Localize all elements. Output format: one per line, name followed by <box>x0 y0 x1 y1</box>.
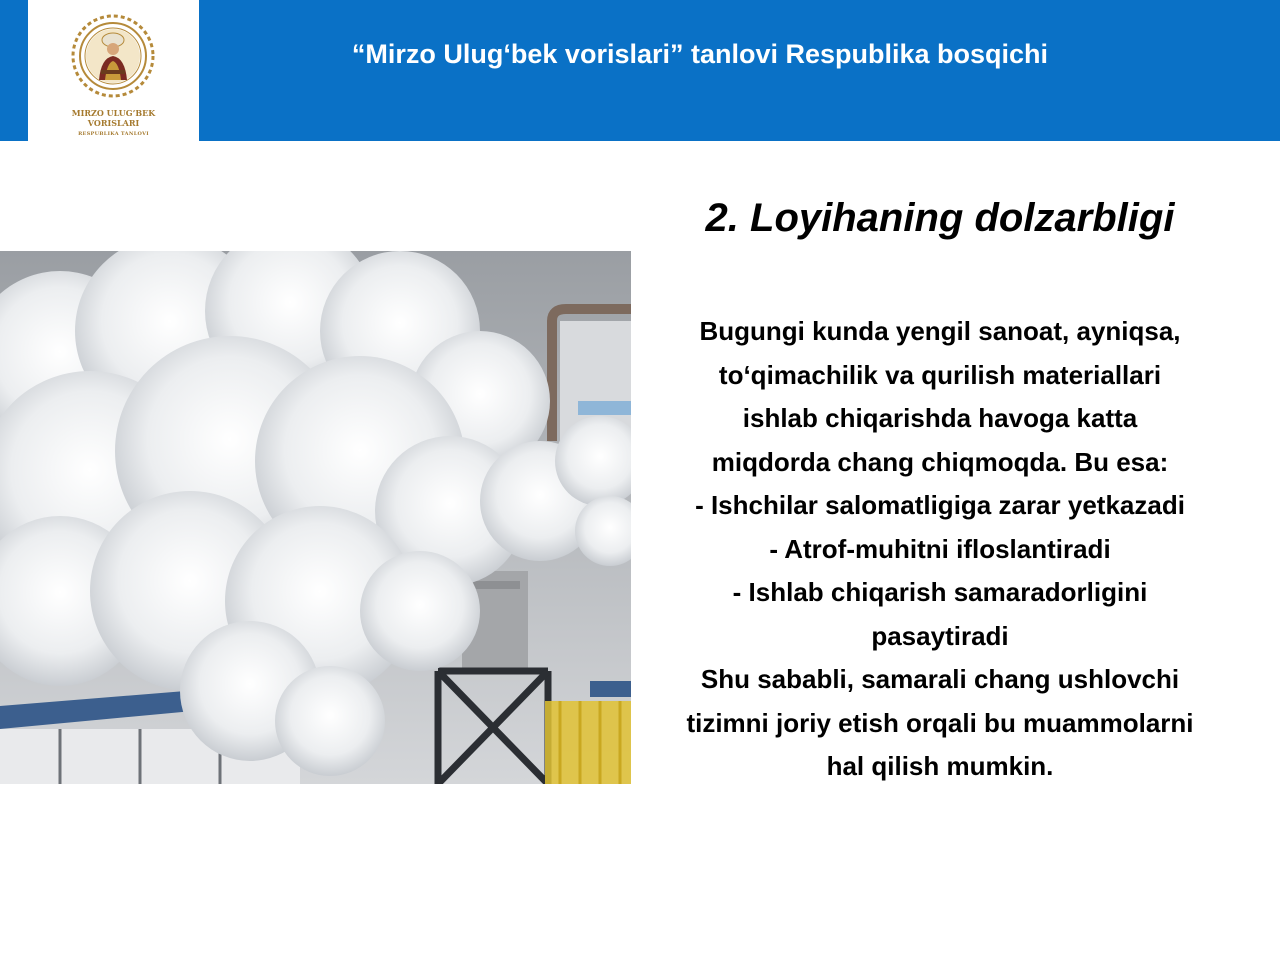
body-line: to‘qimachilik va qurilish materiallari <box>718 359 1162 390</box>
factory-smoke-photo <box>0 251 631 784</box>
body-line: ishlab chiqarishda havoga katta <box>742 403 1138 433</box>
section-title: 2. Loyihaning dolzarbligi <box>705 196 1175 240</box>
body-line: tizimni joriy etish orqali bu muammolarni <box>686 707 1194 738</box>
logo <box>28 0 199 141</box>
logo-name <box>28 108 199 128</box>
logo-emblem-icon <box>68 10 158 106</box>
body-line: miqdorda chang chiqmoqda. Bu esa: <box>711 446 1169 477</box>
body-line: - Ishlab chiqarish samaradorligini <box>732 577 1148 607</box>
body-line: - Atrof-muhitni ifloslantiradi <box>769 533 1111 564</box>
logo-name-line2: VORISLARI <box>87 118 140 128</box>
body-line: - Ishchilar salomatligiga zarar yetkazadi <box>695 490 1185 520</box>
body-line: pasaytiradi <box>871 620 1009 651</box>
logo-subtitle: RESPUBLIKA TANLOVI <box>78 131 149 137</box>
body-line: Bugungi kunda yengil sanoat, ayniqsa, <box>699 316 1181 346</box>
logo-name-line1: MIRZO ULUG’BEK <box>71 108 156 118</box>
body-line: Shu sababli, samarali chang ushlovchi <box>700 664 1180 694</box>
header-bar <box>0 0 1280 141</box>
smoke-illustration <box>0 251 631 784</box>
body-line: hal qilish mumkin. <box>826 751 1054 781</box>
body-text <box>634 310 1246 789</box>
header-title: “Mirzo Ulug‘bek vorislari” tanlovi Respublika bosqichi <box>351 39 1049 69</box>
